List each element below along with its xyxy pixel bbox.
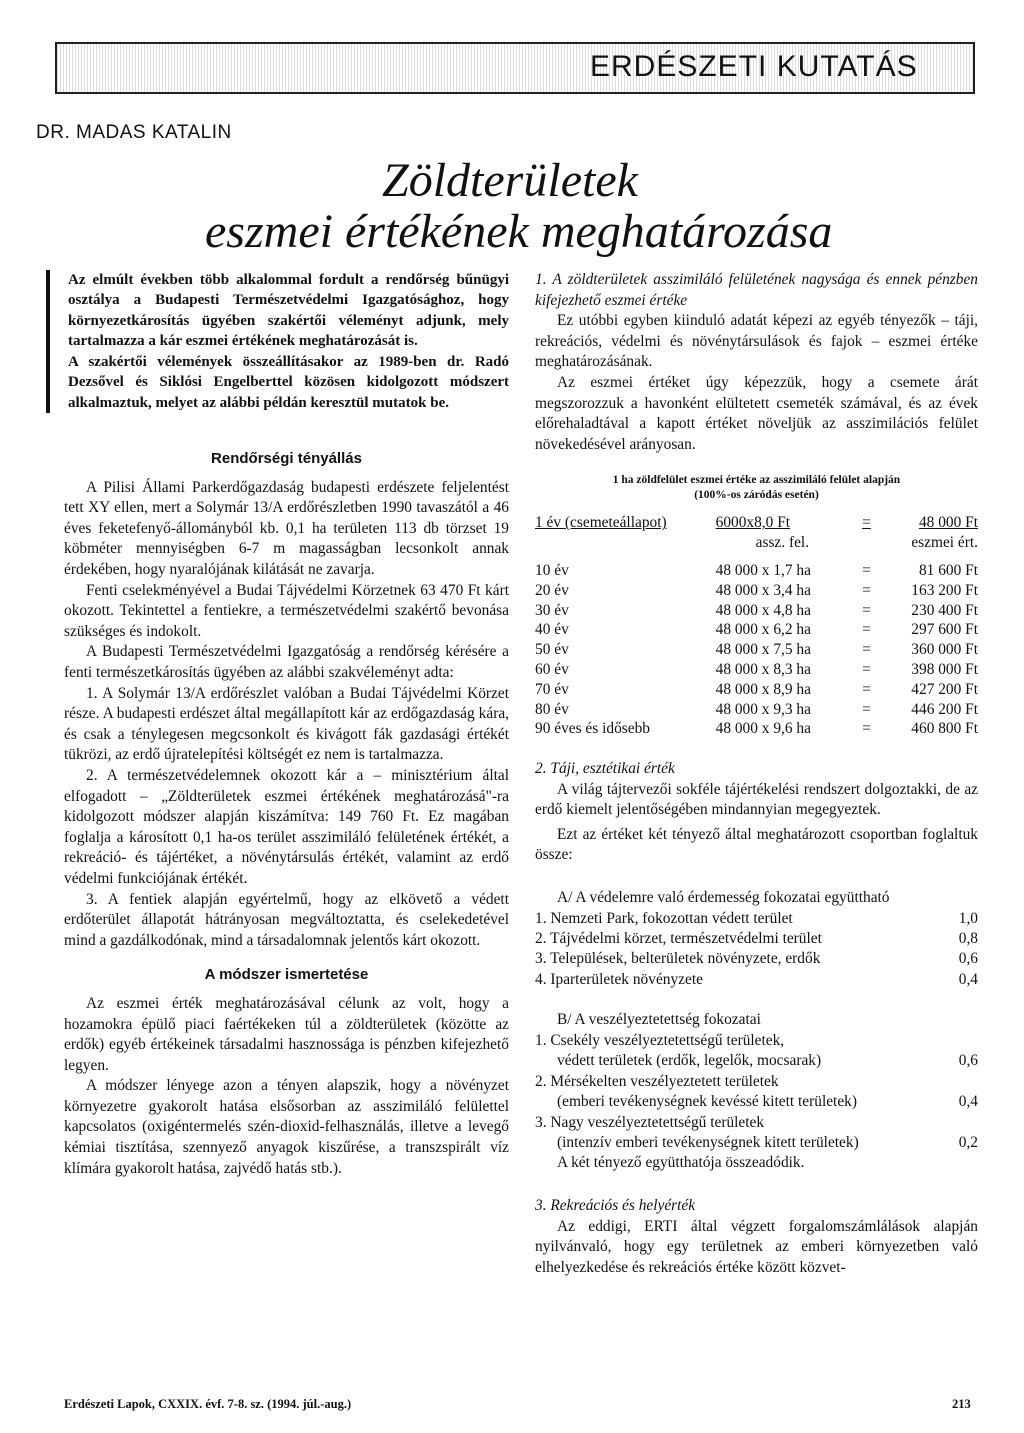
value-table (535, 513, 978, 739)
table-row (535, 601, 978, 621)
table-cell: 10 év (535, 561, 569, 579)
list-item-value: 0,6 (958, 950, 978, 968)
table-cell: 30 év (535, 601, 569, 619)
table-cell: = (862, 514, 871, 532)
subsection-heading: 1. A zöldterületek asszimiláló felületének nagysága és ennek pénzben kifejezhető eszmei értéke (535, 271, 978, 309)
article-title-line2: eszmei értékének meghatározása (205, 205, 833, 258)
table-cell: 48 000 x 9,3 ha (715, 700, 811, 718)
list-item-label: védett területek (erdők, legelők, mocsarak) (557, 1052, 822, 1070)
table-cell: = (862, 641, 871, 659)
list-item-value: 1,0 (958, 909, 978, 927)
table-cell: 20 év (535, 581, 569, 599)
list-item (535, 970, 978, 990)
table-cell: 427 200 Ft (911, 680, 978, 698)
section-heading: Rendőrségi tényállás (211, 450, 362, 468)
table-cell: 48 000 x 4,8 ha (715, 601, 811, 619)
table-title-line: 1 ha zöldfelület eszmei értéke az asszimiláló felület alapján (612, 474, 901, 487)
table-cell: 48 000 x 7,5 ha (715, 641, 811, 659)
table-cell: 360 000 Ft (911, 641, 978, 659)
table-cell: 81 600 Ft (918, 561, 978, 579)
list-item-label: 3. Nagy veszélyeztetettségű területek (535, 1113, 765, 1131)
list-item-label: 2. Mérsékelten veszélyeztetett területek (535, 1072, 779, 1090)
body-paragraph: Az eszmei érték meghatározásával célunk az volt, hogy a hozamokra épülő piaci faértékeken túl a zöldterületek (közötte az erdők) egyéb értékeinek társadalmi hasznossága is pénzben kifejezhető legyen. (64, 994, 509, 1074)
table-cell: 48 000 x 1,7 ha (715, 561, 811, 579)
table-cell: = (862, 561, 871, 579)
body-paragraph: 1. A Solymár 13/A erdőrészlet valóban a Budai Tájvédelmi Körzet része. A budapesti erdészet által megállapított kár az erdőgazdaság kára, és csak a ténylegesen megcsonkolt és kivágott fák gazdasági értékét tükrözi, az erdő újratelepítési költségét ez nem is tartalmazza. (64, 684, 509, 764)
abstract-paragraph: A szakértői vélemények összeállításakor az 1989-ben dr. Radó Dezsővel és Siklósi Engelberttel közösen kidolgozott módszert alkalmaztuk, melyet az alábbi példán keresztül mutatok be. (68, 354, 509, 411)
table-cell: 48 000 x 8,3 ha (715, 660, 811, 678)
table-cell: 446 200 Ft (911, 700, 978, 718)
table-cell: 90 éves és idősebb (535, 720, 650, 738)
table-cell: 230 400 Ft (911, 601, 978, 619)
body-paragraph: Ezt az értéket két tényező által meghatározott csoportban foglaltuk össze: (535, 825, 978, 864)
table-row (535, 620, 978, 640)
group-b-list (535, 1031, 978, 1153)
table-cell: 460 800 Ft (911, 720, 978, 738)
list-item-label: 4. Iparterületek növényzete (535, 970, 703, 988)
list-item-detail (535, 1051, 978, 1071)
list-item-detail (535, 1092, 978, 1112)
table-cell: assz. fel. (755, 534, 810, 552)
table-row (535, 719, 978, 739)
table-row (535, 700, 978, 720)
list-item-label: 1. Csekély veszélyeztetettségű területek, (535, 1031, 785, 1049)
author-name: DR. MADAS KATALIN (36, 122, 232, 143)
body-paragraph: Az eszmei értéket úgy képezzük, hogy a csemete árát megszorozzuk a havonként elültetett csemeték számával, és az évek előrehaladtával a kapott értéket növeljük az asszimilációs felület növekedésével arányosan. (535, 373, 978, 453)
table-cell: = (862, 660, 871, 678)
body-paragraph: 2. A természetvédelemnek okozott kár a – minisztérium által elfogadott – „Zöldterületek eszmei értékének meghatározásá"-ra kidolgozott módszer alapján kiszámítva: 149 760 Ft. Ez magában foglalja a károsított 0,1 ha-os terület asszimiláló felületének értékét, a rekreáció- és tájértéket, a növénytársulás értékét, valamint az erdő védelmi funkciójának értékét. (64, 766, 509, 887)
article-title-line1: Zöldterületek (382, 154, 638, 207)
list-item-value: 0,4 (958, 1093, 978, 1111)
list-item-value: 0,4 (958, 970, 978, 988)
list-item-detail (535, 1133, 978, 1153)
group-note: A két tényező együtthatója összeadódik. (557, 1154, 805, 1172)
list-item (535, 929, 978, 949)
table-row (535, 561, 978, 581)
table-cell: 50 év (535, 641, 569, 659)
group-title: A/ A védelemre való érdemesség fokozatai együttható (557, 889, 890, 907)
group-a-list (535, 909, 978, 991)
table-row (535, 640, 978, 660)
list-item (535, 1031, 978, 1051)
list-item-label: 3. Települések, belterületek növényzete, erdők (535, 950, 821, 968)
table-cell: = (862, 720, 871, 738)
table-title-line: (100%-os záródás esetén) (694, 489, 819, 502)
table-title (535, 473, 978, 503)
section-title: ERDÉSZETI KUTATÁS (590, 50, 918, 83)
table-cell: = (862, 621, 871, 639)
list-item (535, 1072, 978, 1092)
table-header-row (535, 533, 978, 553)
table-cell: 297 600 Ft (911, 621, 978, 639)
list-item-label: (emberi tevékenységnek kevéssé kitett területek) (557, 1093, 857, 1111)
list-item (535, 1113, 978, 1133)
table-cell: = (862, 680, 871, 698)
table-row (535, 660, 978, 680)
table-cell: = (862, 581, 871, 599)
list-item-label: 1. Nemzeti Park, fokozottan védett terület (535, 909, 793, 927)
list-item (535, 949, 978, 969)
table-cell: eszmei ért. (911, 534, 978, 552)
table-cell: 48 000 x 6,2 ha (715, 621, 811, 639)
subsection-heading: 2. Táji, esztétikai érték (535, 760, 675, 778)
list-item-value: 0,2 (958, 1133, 978, 1151)
list-item-value: 0,8 (958, 930, 978, 948)
subsection-heading: 3. Rekreációs és helyérték (535, 1196, 696, 1214)
table-cell: = (862, 700, 871, 718)
table-cell: 48 000 x 3,4 ha (715, 581, 811, 599)
page-number: 213 (952, 1397, 971, 1411)
right-column (535, 270, 978, 1278)
list-item-label: (intenzív emberi tevékenységnek kitett területek) (557, 1133, 859, 1151)
list-item-label: 2. Tájvédelmi körzet, természetvédelmi terület (535, 930, 822, 948)
body-paragraph: A Budapesti Természetvédelmi Igazgatóság a rendőrség kérésére a fenti természetkárosítás ügyében az alábbi szakvéleményt adta: (64, 643, 509, 682)
body-paragraph: A módszer lényege azon a tényen alapszik, hogy a növényzet környezetre gyakorolt hatása elsősorban az asszimiláló felülettel kapcsolatos (oxigéntermelés szén-dioxid-felhasználás, illetve a levegő kémiai tisztítása, szennyező anyagok kiszűrése, a transzspirált víz klímára gyakorolt hatása, zajvédő hatás stb.). (64, 1077, 509, 1177)
table-cell: 70 év (535, 680, 569, 698)
abstract-paragraph: Az elmúlt években több alkalommal fordult a rendőrség bűnügyi osztálya a Budapesti Természetvédelmi Igazgatósághoz, hogy környezetkárosítás ügyében szakértői véleményt adjunk, mely tartalmazza a kár eszmei értékének meghatározását is. (68, 272, 509, 349)
abstract (46, 270, 509, 413)
table-cell: = (862, 601, 871, 619)
table-cell: 1 év (csemeteállapot) (535, 514, 667, 532)
table-cell: 60 év (535, 660, 569, 678)
body-paragraph: Ez utóbbi egyben kiinduló adatát képezi az egyéb tényezők – táji, rekreációs, védelmi és növénytársulások és fajok – eszmei értéke meghatározásának. (535, 312, 978, 371)
table-row (535, 680, 978, 700)
table-cell: 48 000 Ft (918, 514, 978, 532)
table-cell: 48 000 x 8,9 ha (715, 680, 811, 698)
group-title: B/ A veszélyeztetettség fokozatai (557, 1011, 761, 1029)
table-cell: 80 év (535, 700, 569, 718)
body-paragraph: Az eddigi, ERTI által végzett forgalomszámlálások alapján nyilvánvaló, hogy egy területnek az emberi környezetben való elhelyezkedése és rekreációs értéke között közvet- (535, 1217, 978, 1276)
body-paragraph: A világ tájtervezői sokféle tájértékelési rendszert dolgoztakki, de az erdő kiemelt jelentőségében mindannyian megegyeztek. (535, 780, 978, 819)
table-cell: 398 000 Ft (911, 660, 978, 678)
table-header-row (535, 513, 978, 533)
table-cell: 48 000 x 9,6 ha (715, 720, 811, 738)
section-heading: A módszer ismertetése (204, 966, 369, 984)
table-cell: 6000x8,0 Ft (715, 514, 791, 532)
table-cell: 40 év (535, 621, 569, 639)
journal-citation: Erdészeti Lapok, CXXIX. évf. 7-8. sz. (1994. júl.-aug.) (64, 1397, 352, 1411)
list-item-value: 0,6 (958, 1052, 978, 1070)
table-row (535, 581, 978, 601)
table-cell: 163 200 Ft (911, 581, 978, 599)
body-paragraph: 3. A fentiek alapján egyértelmű, hogy az elkövető a védett erdőterület állapotát hátrányosan megváltoztatta, és cselekedetével mind a gazdálkodónak, mind a társadalomnak jelentős kárt okozott. (64, 890, 509, 949)
body-paragraph: Fenti cselekményével a Budai Tájvédelmi Körzetnek 63 470 Ft kárt okozott. Tekintettel a fentiekre, a természetvédelmi szakértő bevonása szükséges és indokolt. (64, 581, 509, 640)
list-item (535, 909, 978, 929)
left-column (64, 270, 509, 1179)
body-paragraph: A Pilisi Állami Parkerdőgazdaság budapesti erdészete feljelentést tett XY ellen, mert a Solymár 13/A erdőrészletben 1990 tavaszától a 46 éves feketefenyő-állományból kb. 0,1 ha területen 113 db törzset 19 köbméter mennyiségben 6-7 m magasságban lecsonkolt annak érdekében, hogy nyaralójának kilátását ne zavarja. (64, 478, 509, 579)
